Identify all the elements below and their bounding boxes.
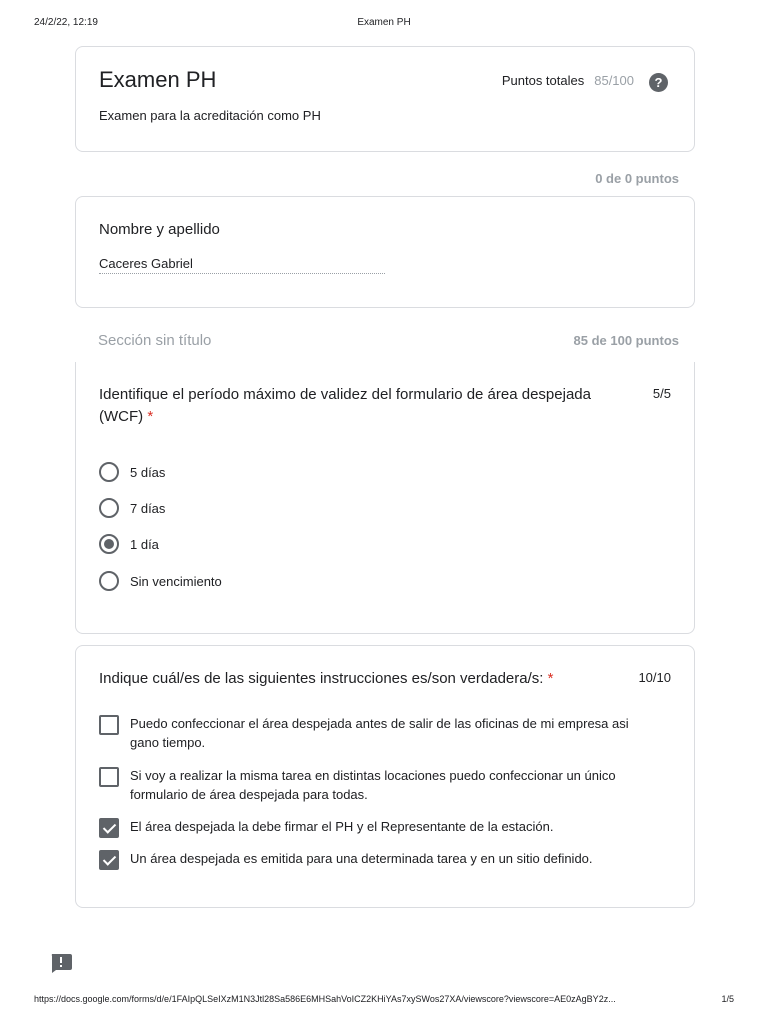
option-label: Sin vencimiento xyxy=(130,574,222,589)
print-title: Examen PH xyxy=(357,17,411,28)
print-header xyxy=(0,17,768,31)
option-label: 1 día xyxy=(130,537,159,552)
option-label: Puedo confeccionar el área despejada antes de salir de las oficinas de mi empresa asi gano tiempo. xyxy=(130,716,629,750)
question-card-q1 xyxy=(75,362,695,634)
total-points xyxy=(502,73,634,88)
radio-option[interactable] xyxy=(99,462,654,486)
form-description: Examen para la acreditación como PH xyxy=(99,108,321,123)
section-points: 85 de 100 puntos xyxy=(573,333,679,348)
radio-button[interactable] xyxy=(99,462,119,482)
section-points: 0 de 0 puntos xyxy=(595,171,679,186)
page-number: 1/5 xyxy=(721,994,734,1004)
radio-option[interactable] xyxy=(99,498,654,522)
question-text-content: Indique cuál/es de las siguientes instrucciones es/son verdadera/s: xyxy=(99,670,544,687)
question-label: Nombre y apellido xyxy=(99,221,220,238)
question-points: 5/5 xyxy=(652,386,671,401)
page-url: https://docs.google.com/forms/d/e/1FAIpQLSeIXzM1N3Jtl28Sa586E6MHSahVoICZ2KHiYAs7xySWos27XA/viewscore?viewscore=AE0zAgBY2z... xyxy=(34,994,616,1004)
name-answer: Caceres Gabriel xyxy=(99,256,385,274)
radio-option[interactable] xyxy=(99,571,654,595)
form-title: Examen PH xyxy=(99,67,217,92)
option-label: Si voy a realizar la misma tarea en distintas locaciones puedo confeccionar un único formulario de área despejada para todas. xyxy=(130,768,616,802)
radio-button[interactable] xyxy=(99,498,119,518)
radio-button[interactable] xyxy=(99,571,119,591)
option-label: 7 días xyxy=(130,501,166,516)
checkbox-option[interactable] xyxy=(99,816,654,840)
form-header-card xyxy=(75,46,695,152)
checkbox-option[interactable] xyxy=(99,765,654,805)
option-label: 5 días xyxy=(130,465,166,480)
question-text xyxy=(99,668,629,690)
checkbox[interactable] xyxy=(99,715,119,735)
help-icon[interactable]: ? xyxy=(649,73,668,92)
checkbox-checked[interactable] xyxy=(99,850,119,870)
option-label: El área despejada la debe firmar el PH y el Representante de la estación. xyxy=(130,819,554,834)
checkbox-option[interactable] xyxy=(99,848,654,872)
question-text xyxy=(99,384,629,428)
required-marker: * xyxy=(547,670,554,687)
checkbox[interactable] xyxy=(99,767,119,787)
radio-option[interactable] xyxy=(99,534,654,558)
required-marker: * xyxy=(147,408,154,425)
print-datetime: 24/2/22, 12:19 xyxy=(34,17,98,28)
checkbox-option[interactable] xyxy=(99,713,654,753)
name-question-card xyxy=(75,196,695,308)
question-points: 10/10 xyxy=(638,670,671,685)
total-points-value: 85/100 xyxy=(594,73,634,88)
option-label: Un área despejada es emitida para una determinada tarea y en un sitio definido. xyxy=(130,851,593,866)
total-points-label: Puntos totales xyxy=(501,73,585,88)
checkbox-checked[interactable] xyxy=(99,818,119,838)
question-card-q2 xyxy=(75,645,695,908)
question-text-content: Identifique el período máximo de validez del formulario de área despejada (WCF) xyxy=(99,386,591,425)
radio-button-selected[interactable] xyxy=(99,534,119,554)
feedback-icon[interactable] xyxy=(50,954,72,973)
section-title: Sección sin título xyxy=(98,332,212,349)
